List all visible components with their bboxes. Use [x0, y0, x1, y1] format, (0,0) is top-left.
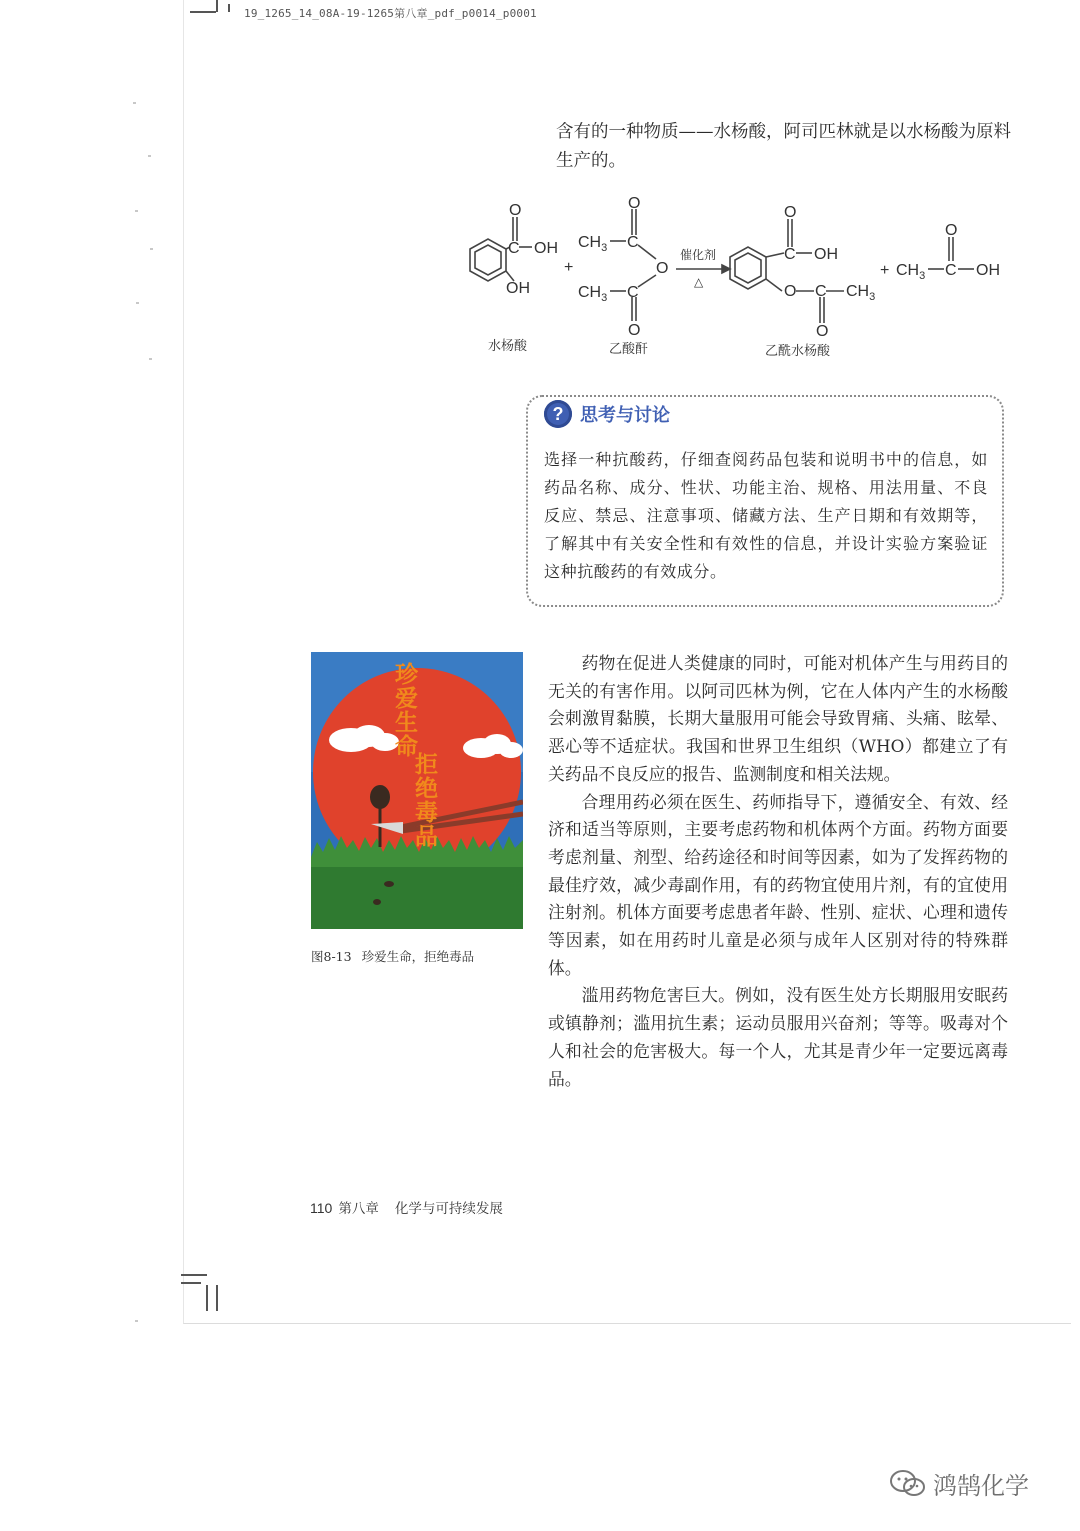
atom-o: O — [509, 202, 522, 219]
crop-mark-top-vertical — [216, 0, 218, 12]
reactant2-name: 乙酸酐 — [609, 341, 649, 356]
crop-mark-bottom — [181, 1274, 207, 1276]
group-ch3: $CH_3$ — [578, 234, 608, 254]
figure-caption — [311, 947, 474, 965]
plus-sign: + — [880, 262, 890, 279]
plus-sign: + — [564, 259, 574, 276]
heat-symbol: △ — [694, 275, 704, 289]
crop-mark-bottom-vertical — [206, 1285, 208, 1311]
aspirin-synthesis-reaction — [440, 195, 1040, 365]
intro-paragraph: 含有的一种物质——水杨酸，阿司匹林就是以水杨酸为原料生产的。 — [556, 122, 1011, 171]
page-footer — [310, 1197, 503, 1217]
page-number: 110 — [310, 1200, 333, 1216]
figure-number: 图8-13 — [311, 949, 352, 964]
body-paragraph: 合理用药必须在医生、药师指导下，遵循安全、有效、经济和适当等原则，主要考虑药物和机体两个方面。药物方面要考虑剂量、剂型、给药途径和时间等因素，如为了发挥药物的最佳疗效，减少毒副作用，有的药物宜使用片剂，有的宜使用注射剂。机体方面要考虑患者年龄、性别、症状、心理和遗传等因素，如在用药时儿童是必须与成年人区别对待的特殊群体。 — [548, 791, 1008, 978]
group-ch3: $CH_3$ — [578, 284, 608, 304]
wechat-watermark — [889, 1466, 1029, 1501]
atom-c: C — [784, 246, 796, 263]
group-oh: OH — [814, 246, 838, 263]
atom-o: O — [784, 283, 797, 300]
group-ch3: $CH_3$ — [896, 262, 926, 282]
atom-c: C — [627, 284, 639, 301]
wechat-icon — [889, 1469, 927, 1499]
catalyst-label: 催化剂 — [680, 248, 717, 262]
atom-o: O — [945, 222, 958, 239]
reactant1-name: 水杨酸 — [488, 338, 528, 353]
crop-mark-top-short — [228, 4, 230, 12]
main-text-column — [548, 650, 1008, 1093]
group-ch3: $CH_3$ — [846, 283, 876, 303]
chapter-title: 化学与可持续发展 — [394, 1201, 503, 1217]
atom-c: C — [815, 283, 827, 300]
group-oh: OH — [976, 262, 1000, 279]
crop-mark-bottom-2 — [181, 1282, 201, 1284]
atom-c: C — [945, 262, 957, 279]
watermark-text: 鸿鹄化学 — [933, 1472, 1029, 1500]
product-name: 乙酰水杨酸 — [765, 343, 831, 358]
atom-o: O — [628, 195, 641, 212]
chapter-number: 第八章 — [338, 1201, 379, 1217]
body-paragraph: 滥用药物危害巨大。例如，没有医生处方长期服用安眠药或镇静剂；滥用抗生素；运动员服用兴奋剂；等等。吸毒对个人和社会的危害极大。每一个人，尤其是青少年一定要远离毒品。 — [548, 985, 1008, 1089]
scan-file-reference: 19_1265_14_08A-19-1265第八章_pdf_p0014_p0001 — [244, 7, 537, 20]
figure-caption-text: 珍爱生命，拒绝毒品 — [361, 949, 475, 964]
atom-o: O — [816, 323, 829, 340]
body-paragraph: 药物在促进人类健康的同时，可能对机体产生与用药目的无关的有害作用。以阿司匹林为例，它在人体内产生的水杨酸会刺激胃黏膜，长期大量服用可能会导致胃痛、头痛、眩晕、恶心等不适症状。我国和世界卫生组织（WHO）都建立了有关药品不良反应的报告、监测制度和相关法规。 — [548, 653, 1008, 784]
anti-drug-poster — [311, 652, 523, 929]
atom-o: O — [656, 260, 669, 277]
crop-mark-top — [190, 11, 216, 13]
think-discuss-title — [544, 399, 670, 429]
crop-mark-bottom-vertical-2 — [216, 1285, 218, 1311]
poster-slogan-2: 拒绝毒品 — [415, 752, 438, 850]
atom-c: C — [508, 240, 520, 257]
think-discuss-label: 思考与讨论 — [580, 405, 670, 425]
group-oh: OH — [506, 280, 530, 297]
atom-o: O — [784, 204, 797, 221]
atom-c: C — [627, 234, 639, 251]
group-oh: OH — [534, 240, 558, 257]
atom-o: O — [628, 322, 641, 339]
poster-slogan-1: 珍爱生命 — [395, 662, 418, 760]
think-discuss-text: 选择一种抗酸药，仔细查阅药品包装和说明书中的信息，如药品名称、成分、性状、功能主治、规格、用法用量、不良反应、禁忌、注意事项、储藏方法、生产日期和有效期等，了解其中有关安全性和有效性的信息，并设计实验方案验证这种抗酸药的有效成分。 — [544, 450, 988, 581]
question-icon: ? — [544, 400, 572, 428]
